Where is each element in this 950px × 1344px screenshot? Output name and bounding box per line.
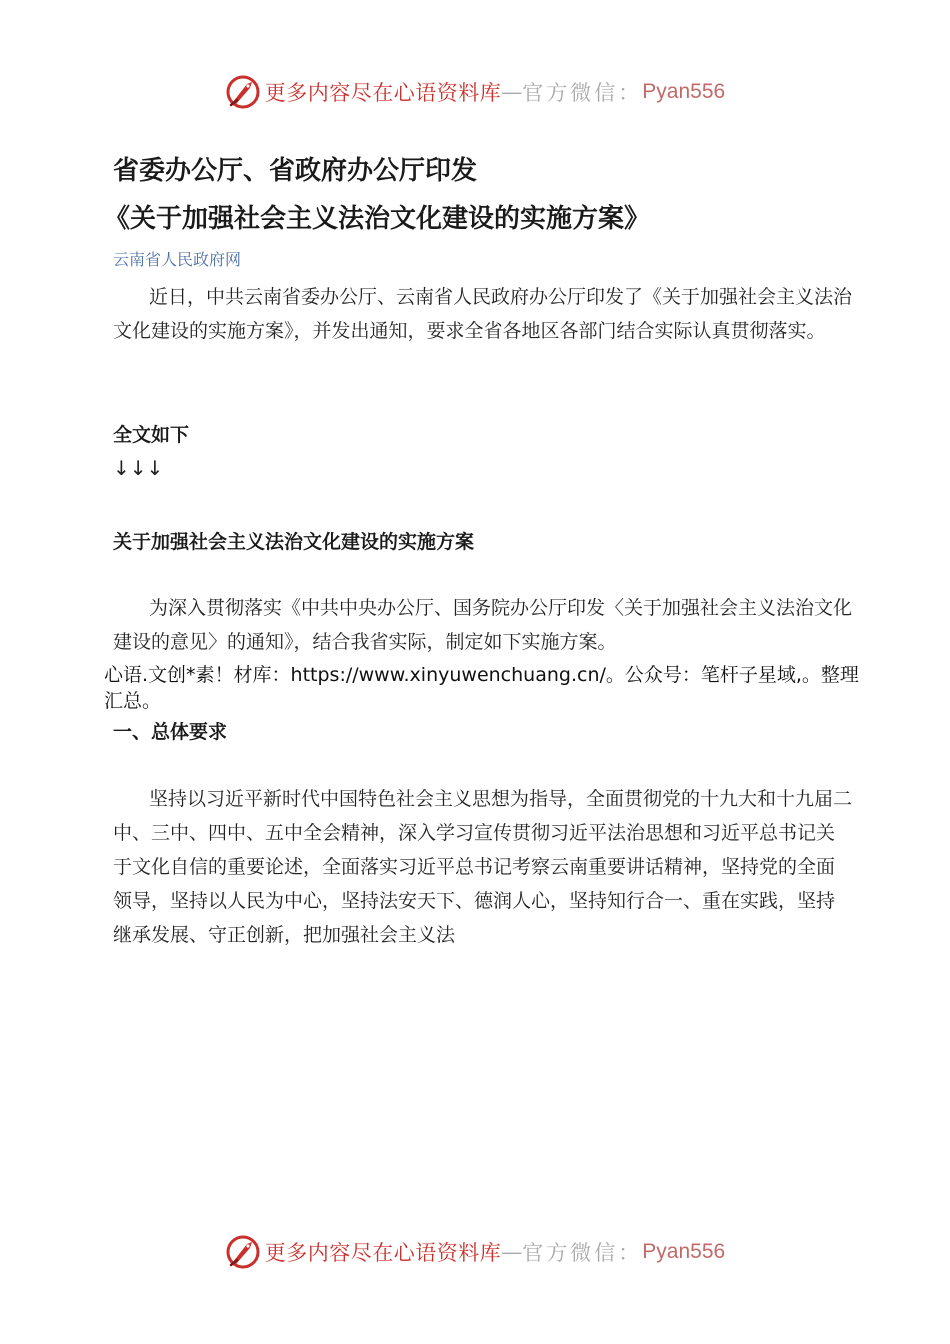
quill-pen-logo-icon: [225, 74, 261, 110]
banner-separator: —: [501, 1240, 523, 1264]
quill-pen-logo-icon: [225, 1234, 261, 1270]
preface-paragraph: 为深入贯彻落实《中共中央办公厅、国务院办公厅印发〈关于加强社会主义法治文化建设的意见〉的通知》，结合我省实际，制定如下实施方案。: [113, 597, 853, 653]
banner-slogan: 更多内容尽在心语资料库: [264, 1241, 502, 1265]
document-source-link[interactable]: 云南省人民政府网: [113, 250, 242, 269]
banner-wechat-id: Pyan556: [642, 80, 726, 103]
banner-wechat-id: Pyan556: [642, 1240, 726, 1263]
footer-banner: [0, 1230, 950, 1274]
banner-separator: —: [501, 80, 523, 104]
document-title-line2: 《关于加强社会主义法治文化建设的实施方案》: [104, 204, 651, 234]
watermark-text: 心语.文创*素！材库：https://www.xinyuwenchuang.cn/。公众号：笔杆子星域,。整理汇总。: [104, 664, 859, 712]
heading-general-requirements: 一、总体要求: [113, 721, 228, 743]
down-arrows-icon: ↓↓↓: [113, 456, 164, 480]
body-paragraph: 坚持以习近平新时代中国特色社会主义思想为指导，全面贯彻党的十九大和十九届二中、三中、四中、五中全会精神，深入学习宣传贯彻习近平法治思想和习近平总书记关于文化自信的重要论述，全面落实习近平总书记考察云南重要讲话精神，坚持党的全面领导，坚持以人民为中心，坚持法安天下、德润人心，坚持知行合一、重在实践，坚持继承发展、守正创新，把加强社会主义法: [113, 788, 853, 946]
fulltext-label: 全文如下: [113, 424, 190, 446]
banner-wechat-label: 官方微信：: [522, 1241, 643, 1265]
section-title: 关于加强社会主义法治文化建设的实施方案: [113, 531, 475, 553]
document-title-line1: 省委办公厅、省政府办公厅印发: [113, 156, 478, 186]
banner-wechat-label: 官方微信：: [522, 81, 643, 105]
header-banner: [0, 70, 950, 114]
intro-paragraph: 近日，中共云南省委办公厅、云南省人民政府办公厅印发了《关于加强社会主义法治文化建设的实施方案》，并发出通知，要求全省各地区各部门结合实际认真贯彻落实。: [113, 286, 853, 342]
banner-slogan: 更多内容尽在心语资料库: [264, 81, 502, 105]
